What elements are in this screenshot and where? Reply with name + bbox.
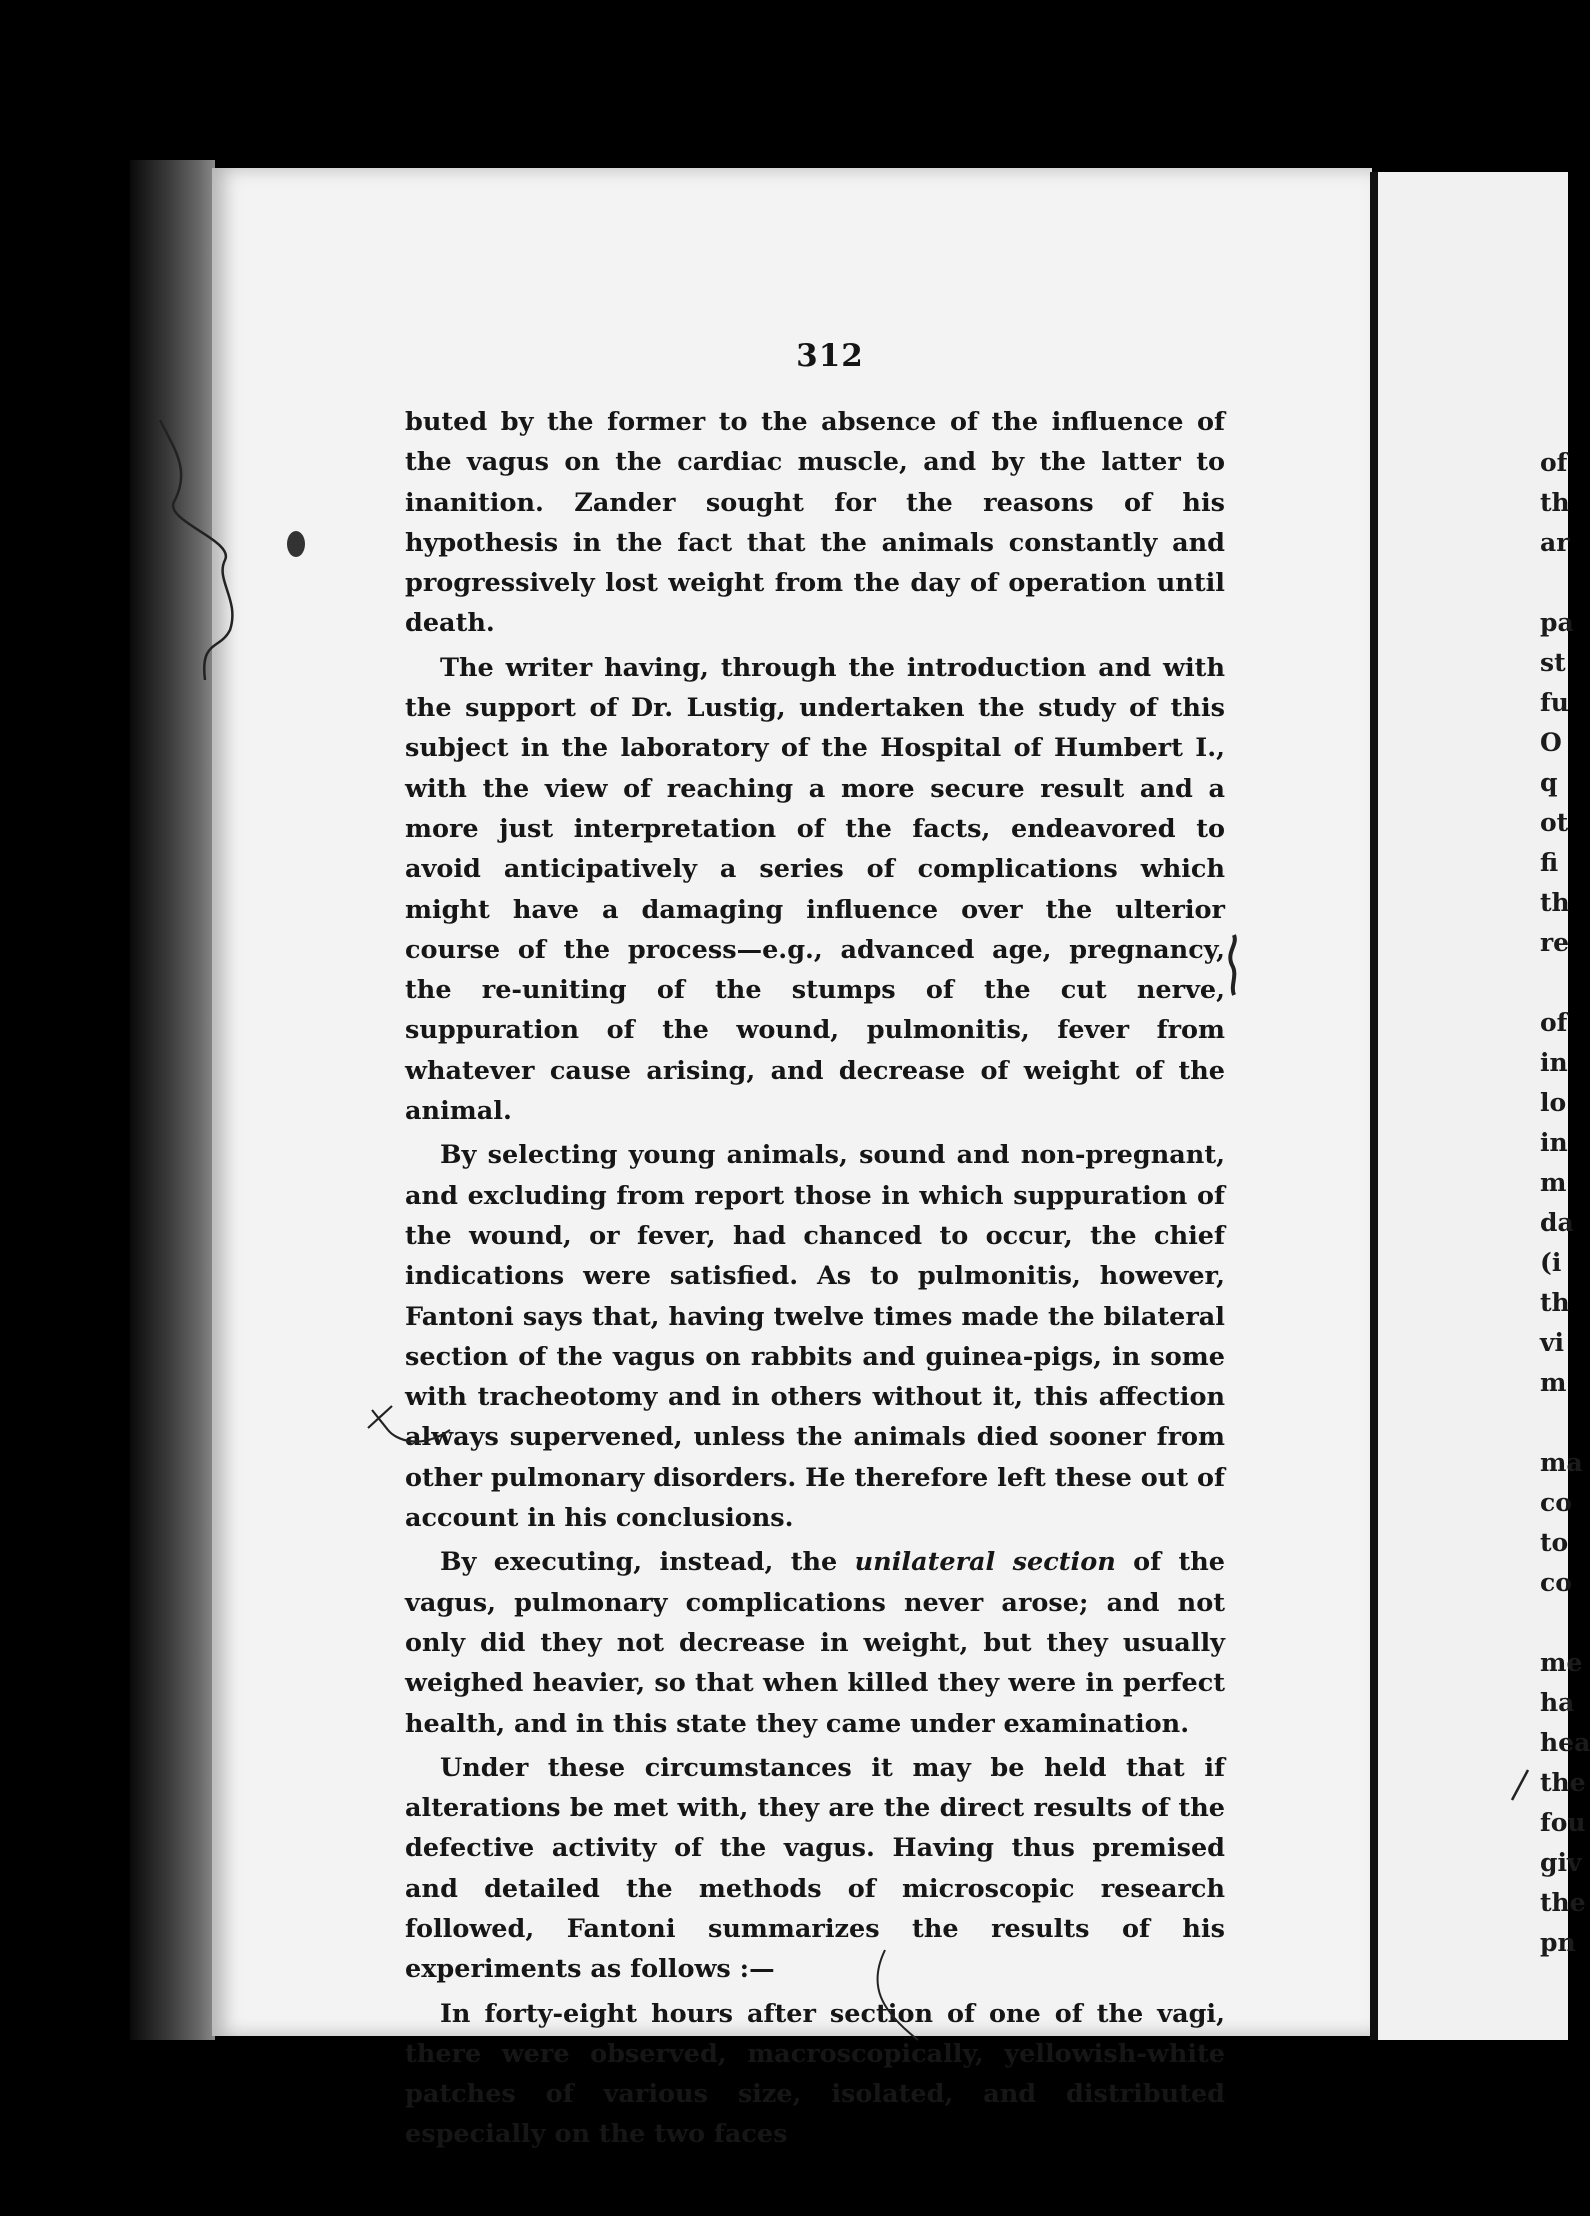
paragraph: By selecting young animals, sound and non-pregnant, and excluding from report those in which suppuration of the wound, or fever, had chanced to occur, the chief indications were satisfied. As to pulmonitis, however, Fantoni says that, having twelve times made the bilateral section of the vagus on rabbits and guinea-pigs, in some with tracheotomy and in others without it, this affection always supervened, unless the animals died sooner from other pulmonary disorders. He therefore left these out of account in his conclusions. xyxy=(405,1140,1225,1534)
fragment: O xyxy=(1540,728,1562,757)
fragment: lo xyxy=(1540,1088,1567,1117)
fragment: fi xyxy=(1540,848,1559,877)
fragment: in xyxy=(1540,1128,1568,1157)
fragment: in xyxy=(1540,1048,1568,1077)
fragment: q xyxy=(1540,768,1558,797)
margin-squiggle xyxy=(160,420,232,680)
bottom-stroke xyxy=(877,1950,918,2040)
page-number: 312 xyxy=(796,338,864,374)
fragment: re xyxy=(1540,928,1570,957)
fragment: co xyxy=(1540,1568,1572,1597)
fragment: th xyxy=(1540,488,1570,517)
fragment: the xyxy=(1540,1888,1586,1917)
fragment: st xyxy=(1540,648,1566,677)
fragment: giv xyxy=(1540,1848,1582,1877)
italic-term: unilateral section xyxy=(854,1547,1116,1578)
fragment: ma xyxy=(1540,1448,1583,1477)
fragment: m xyxy=(1540,1368,1567,1397)
fragment: ar xyxy=(1540,528,1570,557)
fragment: to xyxy=(1540,1528,1569,1557)
paragraph: In forty-eight hours after section of one of the vagi, there were observed, macroscopically, yellowish-white patches of various size, isolated, and distributed especially on the two faces xyxy=(405,1998,1225,2150)
fragment: fu xyxy=(1540,688,1569,717)
fragment: th xyxy=(1540,1288,1570,1317)
paragraph: Under these circumstances it may be held that if alterations be met with, they are the direct results of the defective activity of the vagus. Having thus premised and detailed the methods of microscopic research followed, Fantoni summarizes the results of his experiments as follows :— xyxy=(405,1752,1225,1985)
facing-page-slash xyxy=(1512,1770,1528,1800)
fragment: ot xyxy=(1540,808,1569,837)
fragment: the xyxy=(1540,1768,1586,1797)
fragment: da xyxy=(1540,1208,1574,1237)
fragment: th xyxy=(1540,888,1570,917)
fragment: of xyxy=(1540,448,1568,477)
fragment: ha xyxy=(1540,1688,1575,1717)
fragment: vi xyxy=(1540,1328,1565,1357)
paragraph-text: By executing, instead, the xyxy=(440,1547,855,1578)
fragment: pa xyxy=(1540,608,1574,637)
fragment: of xyxy=(1540,1008,1568,1037)
margin-cross xyxy=(368,1406,450,1442)
fragment: co xyxy=(1540,1488,1572,1517)
fragment: m xyxy=(1540,1168,1567,1197)
paragraph: The writer having, through the introduction and with the support of Dr. Lustig, undertaken the study of this subject in the laboratory of the Hospital of Humbert I., with the view of reaching a more secure result and a more just interpretation of the facts, endeavored to avoid anticipatively a series of complications which might have a damaging influence over the ulterior course of the process—e.g., advanced age, pregnancy, the re-uniting of the stumps of the cut nerve, suppuration of the wound, pulmonitis, fever from whatever cause arising, and decrease of weight of the animal. xyxy=(405,652,1225,1127)
fragment: hea xyxy=(1540,1728,1590,1757)
fragment: (i xyxy=(1540,1248,1562,1277)
fragment: fou xyxy=(1540,1808,1586,1837)
ink-blot xyxy=(287,531,305,557)
fragment: pn xyxy=(1540,1928,1576,1957)
paragraph-text: of the vagus, pulmonary complications never arose; and not only did they not decrease in weight, but they usually weighed heavier, so that when killed they were in perfect health, and in this state they came under examination. xyxy=(405,1547,1226,1739)
margin-bracket xyxy=(1230,935,1235,995)
fragment: me xyxy=(1540,1648,1583,1677)
paragraph: buted by the former to the absence of the influence of the vagus on the cardiac muscle, and by the latter to inanition. Zander sought for the reasons of his hypothesis in the fact that the animals constantly and progressively lost weight from the day of operation until death. xyxy=(405,407,1225,639)
